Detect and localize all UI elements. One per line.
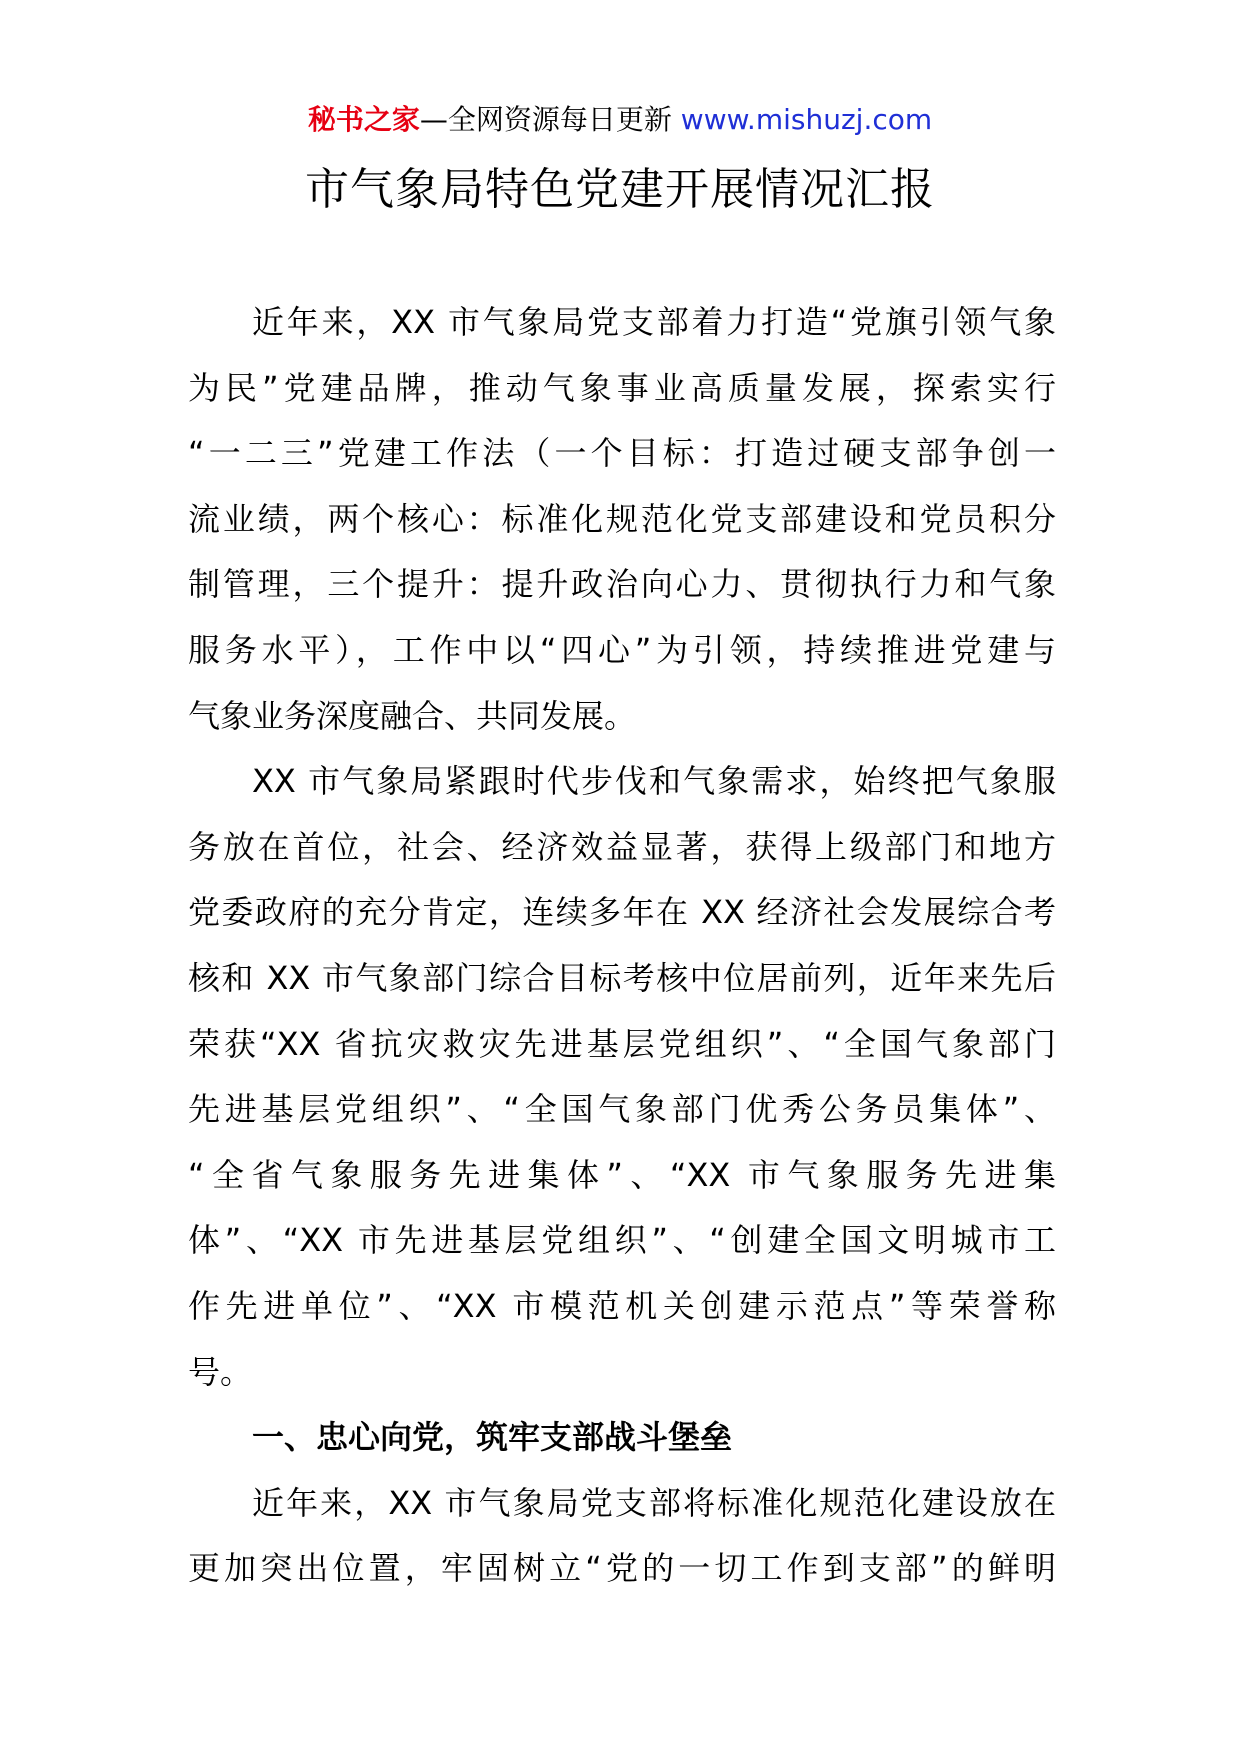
paragraph-line: 气象业务深度融合、共同发展。 [188,696,637,735]
paragraph-line: 近年来，XX 市气象局党支部将标准化规范化建设放在 [252,1483,1056,1522]
document-title: 市气象局特色党建开展情况汇报 [305,164,935,215]
document-body [188,290,1056,1602]
brand-name: 秘书之家 [307,103,420,136]
paragraph-line: 先进基层党组织”、“全国气象部门优秀公务员集体”、 [188,1090,1056,1129]
paragraph-line: 号。 [188,1352,253,1391]
paragraph-line: 体”、“XX 市先进基层党组织”、“创建全国文明城市工 [188,1221,1056,1260]
paragraph-line: 服务水平），工作中以“四心”为引领，持续推进党建与 [188,630,1056,669]
paragraph-line: 为民”党建品牌，推动气象事业高质量发展，探索实行 [188,368,1056,407]
paragraph-line: 党委政府的充分肯定，连续多年在 XX 经济社会发展综合考 [188,893,1056,932]
site-header [0,100,1240,140]
paragraph-line: 制管理，三个提升：提升政治向心力、贯彻执行力和气象 [188,565,1056,604]
paragraph-line: 更加突出位置，牢固树立“党的一切工作到支部”的鲜明 [188,1549,1056,1588]
paragraph-line: XX 市气象局紧跟时代步伐和气象需求，始终把气象服 [252,762,1056,801]
site-url-link[interactable]: www.mishuzj.com [680,103,933,136]
site-slogan: —全网资源每日更新 [419,103,672,136]
paragraph-line: 荣获“XX 省抗灾救灾先进基层党组织”、“全国气象部门 [188,1024,1056,1063]
paragraph-line: “全省气象服务先进集体”、“XX 市气象服务先进集 [188,1155,1056,1194]
paragraph-line: 核和 XX 市气象部门综合目标考核中位居前列，近年来先后 [188,958,1056,997]
paragraph-line: 务放在首位，社会、经济效益显著，获得上级部门和地方 [188,827,1056,866]
paragraph-line: 近年来，XX 市气象局党支部着力打造“党旗引领气象 [252,303,1056,341]
section-heading: 一、忠心向党，筑牢支部战斗堡垒 [252,1418,733,1457]
paragraph-line: “一二三”党建工作法（一个目标：打造过硬支部争创一 [188,434,1056,473]
paragraph-line: 作先进单位”、“XX 市模范机关创建示范点”等荣誉称 [188,1286,1056,1325]
paragraph-line: 流业绩，两个核心：标准化规范化党支部建设和党员积分 [188,499,1056,538]
